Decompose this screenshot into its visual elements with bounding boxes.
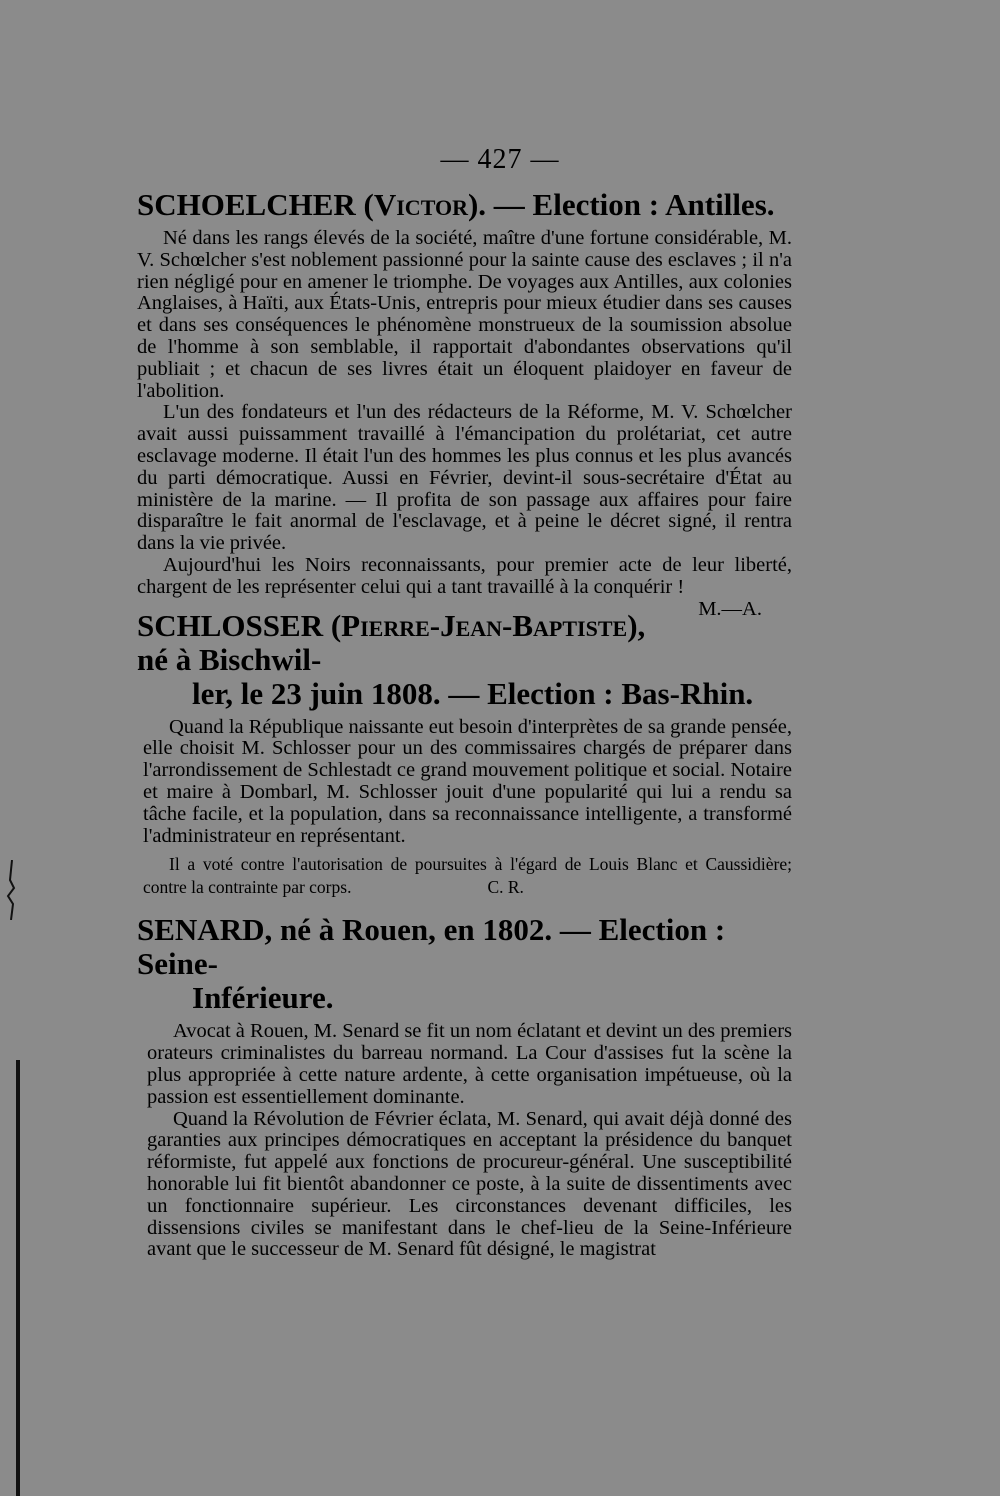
entry-body xyxy=(137,1021,792,1261)
entry-election: — Election : Antilles. xyxy=(486,187,775,222)
page-number: — 427 — xyxy=(440,144,560,175)
entry-body xyxy=(137,717,792,900)
entry-heading xyxy=(137,609,792,711)
paragraph: Avocat à Rouen, M. Senard se fit un nom éclatant et devint un des premiers orateurs criminalistes du barreau normand. La Cour d'assises fut la scène la plus appropriée à cette nature ardente, à cette organisation impétueuse, où la passion est essentiellement dominante. xyxy=(147,1020,793,1108)
entry-schlosser xyxy=(137,609,792,900)
entry-birth: , né à Rouen, en 1802. — Election : Seine- xyxy=(137,912,726,982)
paragraph: Quand la République naissante eut besoin d'interprètes de sa grande pensée, elle choisit M. Schlosser pour un des commissaires chargés de préparer dans l'arrondissement de Schlestadt ce grand mouvement politique et social. Notaire et maire à Dombarl, M. Schlosser jouit d'une popularité qui lui a rendu sa tâche facile, et la population, dans sa reconnaissance intelligente, a transformé l'administrateur en représentant. xyxy=(143,715,792,847)
entry-heading xyxy=(137,188,792,222)
entry-given-name: (Pierre-Jean-Baptiste), xyxy=(330,607,646,643)
entry-heading xyxy=(137,913,792,1015)
entry-heading-continued: ler, le 23 juin 1808. — Election : Bas-Rhin. xyxy=(192,675,754,711)
entry-name: SENARD xyxy=(137,912,265,948)
binding-edge-line xyxy=(16,1060,20,1496)
entry-schoelcher xyxy=(137,187,792,620)
entry-heading-continued: Inférieure. xyxy=(192,980,334,1016)
paragraph: Né dans les rangs élevés de la société, maître d'une fortune considérable, M. V. Schœlcher s'est noblement passionné pour la sainte cause des esclaves ; il n'a rien négligé pour en amener le triomphe. De voyages aux Antilles, aux colonies Anglaises, à Haïti, aux États-Unis, entrepris pour mieux étudier dans ses causes et dans ses conséquences le phénomène monstrueux de la soumission absolue de l'homme à son semblable, il rapportait d'abondantes observations qu'il publiait ; et chacun de ses livres était un éloquent plaidoyer en faveur de l'abolition. xyxy=(137,227,792,402)
paragraph xyxy=(137,553,792,620)
entry-name: SCHLOSSER xyxy=(137,607,324,643)
entry-birth: né à Bischwil- xyxy=(137,641,322,677)
voting-note xyxy=(143,853,792,899)
entry-body xyxy=(137,227,792,620)
entry-name: SCHOELCHER xyxy=(137,187,356,222)
note-text: Il a voté contre l'autorisation de poursuites à l'égard de Louis Blanc et Caussidière; contre la contrainte par corps. xyxy=(143,854,792,898)
paragraph: Quand la Révolution de Février éclata, M. Senard, qui avait déjà donné des garanties aux principes démocratiques en acceptant la présidence du banquet réformiste, fut appelé aux fonctions de procureur-général. Une susceptibilité honorable lui fit bientôt abandonner ce poste, à la suite de dissentiments avec un fonctionnaire supérieur. Les circonstances devenant difficiles, les dissensions civiles se manifestant dans le chef-lieu de la Seine-Inférieure avant que le successeur de M. Senard fût désigné, le magistrat xyxy=(147,1107,792,1261)
entry-given-name: (Victor). xyxy=(363,187,487,222)
paragraph-text: Aujourd'hui les Noirs reconnaissants, pour premier acte de leur liberté, chargent de les représenter celui qui a tant travaillé à la conquérir ! xyxy=(137,553,792,598)
author-signature: C. R. xyxy=(487,877,524,898)
margin-mark xyxy=(4,860,20,920)
page-content xyxy=(137,188,792,1261)
paragraph: L'un des fondateurs et l'un des rédacteurs de la Réforme, M. V. Schœlcher avait aussi puissamment travaillé à l'émancipation du prolétariat, cet autre esclavage moderne. Il était l'un des hommes les plus connus et les plus avancés du parti démocratique. Aussi en Février, devint-il sous-secrétaire d'État au ministère de la marine. — Il profita de son passage aux affaires pour faire disparaître le fait anormal de l'esclavage, et à peine le décret signé, il rentra dans la vie privée. xyxy=(137,401,792,555)
entry-senard xyxy=(137,913,792,1261)
author-signature: M.—A. xyxy=(698,597,762,620)
